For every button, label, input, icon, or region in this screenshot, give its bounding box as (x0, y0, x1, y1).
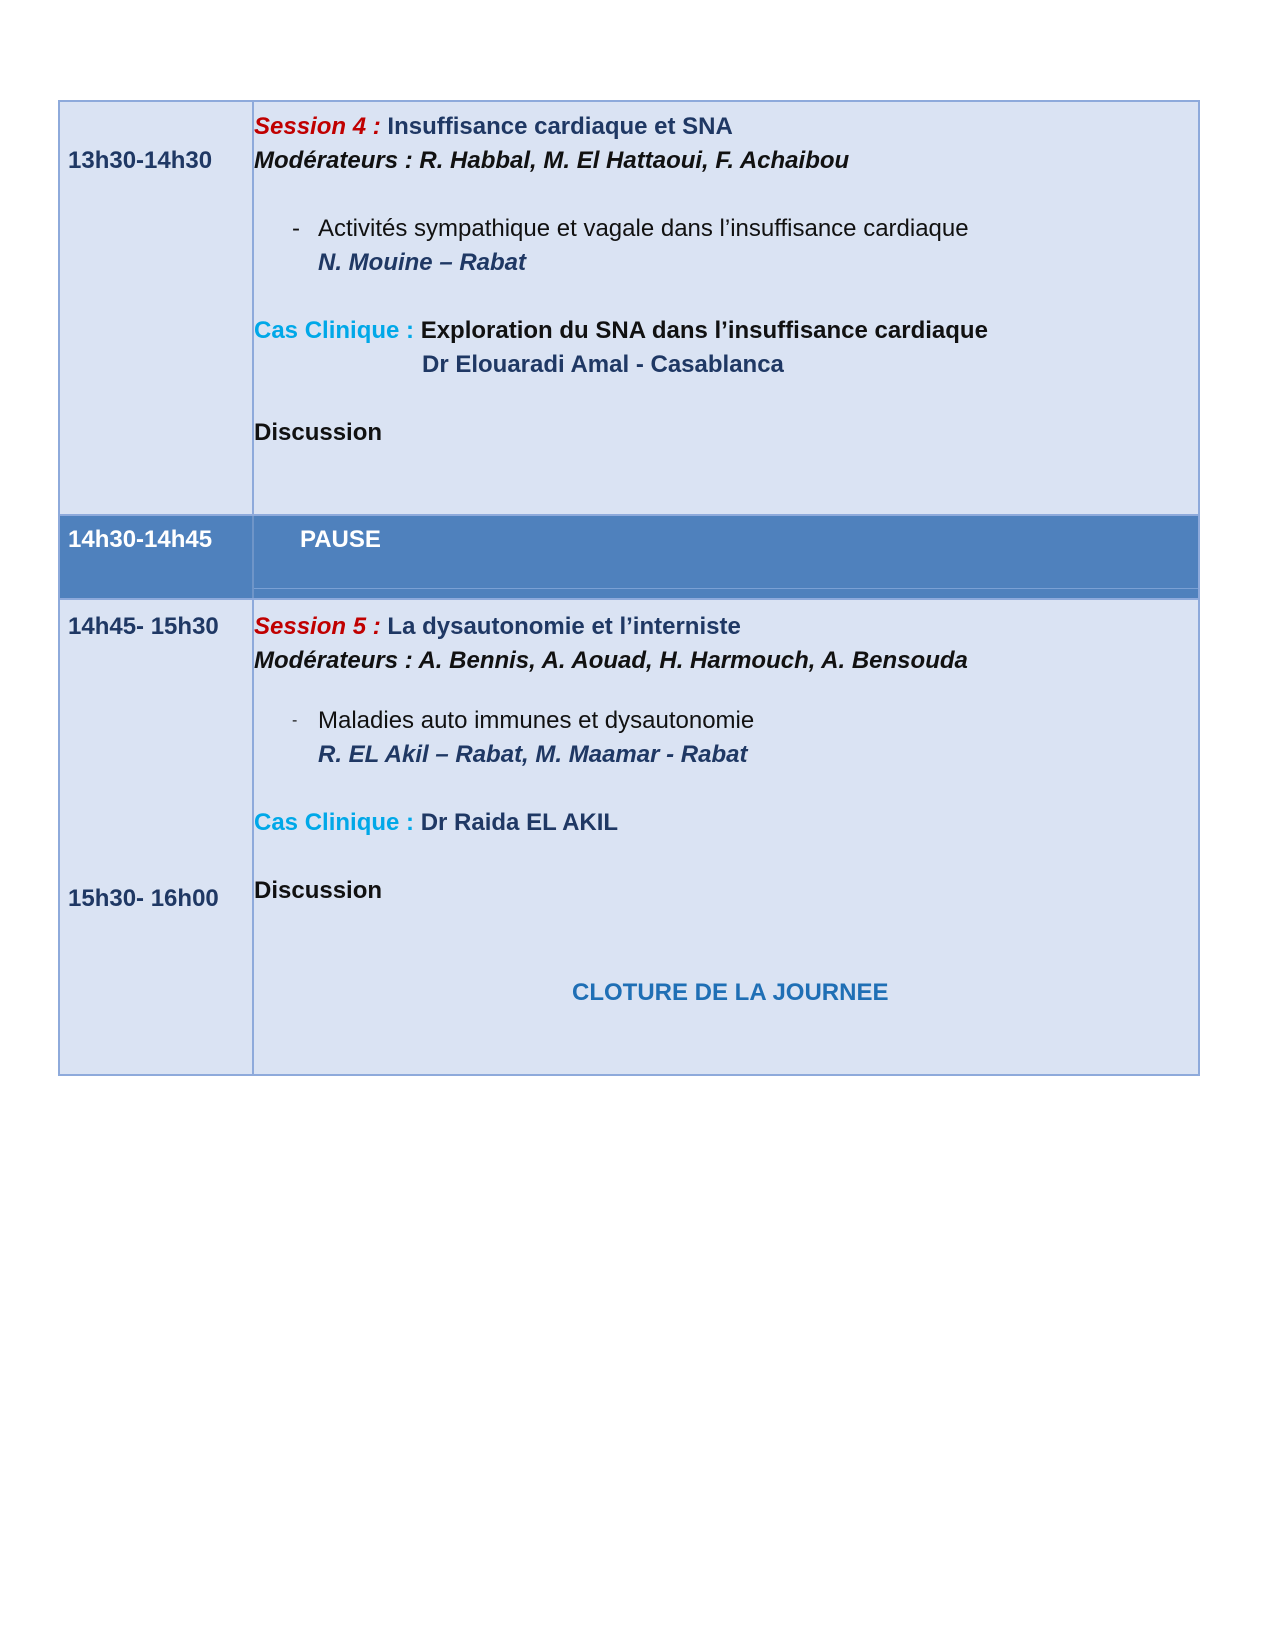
pause-label: PAUSE (300, 526, 381, 553)
bullet-dash: - (292, 712, 298, 729)
case-label: Cas Clinique : (254, 809, 415, 836)
pause-time: 14h30-14h45 (68, 526, 213, 553)
session-4-speaker: N. Mouine – Rabat (318, 249, 527, 276)
case-label: Cas Clinique : (254, 317, 415, 344)
session-5-speaker: R. EL Akil – Rabat, M. Maamar - Rabat (318, 741, 748, 768)
pause-row (60, 514, 1198, 600)
session-4-title: Insuffisance cardiaque et SNA (387, 113, 733, 140)
session-4-case (254, 316, 988, 346)
session-5-time-2: 15h30- 16h00 (68, 885, 219, 912)
session-4-heading: Session 4 : Insuffisance cardiaque et SNA (254, 113, 733, 140)
session-4-discussion: Discussion (254, 419, 383, 446)
session-5-title: La dysautonomie et l’interniste (387, 613, 741, 640)
session-5-discussion: Discussion (254, 877, 383, 904)
session-4-case-speaker: Dr Elouaradi Amal - Casablanca (422, 351, 784, 378)
session-5-case (254, 808, 618, 838)
session-4-moderators: Modérateurs : R. Habbal, M. El Hattaoui, F. Achaibou (254, 147, 850, 174)
column-divider (252, 516, 254, 598)
program-table (58, 100, 1200, 1076)
closing-label: CLOTURE DE LA JOURNEE (572, 979, 889, 1006)
session-4-talk: Activités sympathique et vagale dans l’insuffisance cardiaque (318, 215, 969, 242)
pause-subdivider (254, 588, 1198, 589)
session-5-time: 14h45- 15h30 (68, 613, 219, 640)
session-4-time: 13h30-14h30 (68, 147, 213, 174)
session-5-talk: Maladies auto immunes et dysautonomie (318, 707, 755, 734)
case-title: Exploration du SNA dans l’insuffisance cardiaque (420, 317, 988, 344)
bullet-dash: - (292, 215, 300, 242)
case-title: Dr Raida EL AKIL (420, 809, 619, 836)
session-4-row (60, 102, 1198, 514)
session-5-moderators: Modérateurs : A. Bennis, A. Aouad, H. Harmouch, A. Bensouda (254, 647, 968, 674)
session-5-label: Session 5 (254, 613, 367, 640)
session-5-row (60, 600, 1198, 1074)
session-4-label: Session 4 (254, 113, 367, 140)
session-5-heading: Session 5 : La dysautonomie et l’interniste (254, 613, 741, 640)
